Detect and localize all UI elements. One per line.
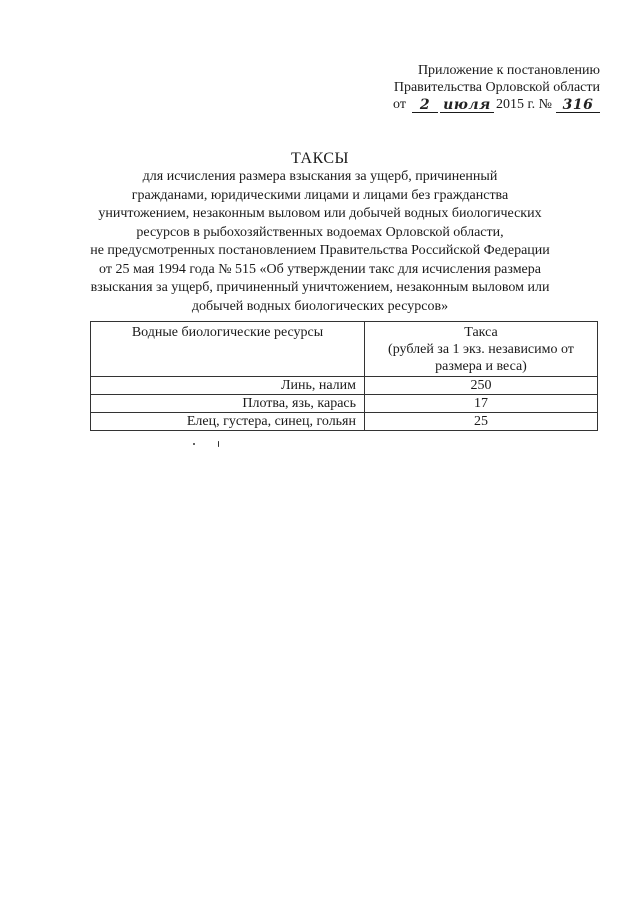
tax-value: 250 bbox=[365, 377, 598, 395]
header-tax bbox=[365, 322, 598, 377]
document-subtitle bbox=[70, 168, 570, 316]
document-title: ТАКСЫ bbox=[291, 150, 349, 167]
table-row bbox=[91, 413, 598, 431]
appendix-date-row bbox=[360, 96, 600, 113]
handwritten-month: июля bbox=[440, 99, 494, 113]
header-tax-line: размера и веса) bbox=[435, 359, 527, 374]
resource-name: Линь, налим bbox=[91, 377, 365, 395]
table-row bbox=[91, 395, 598, 413]
tax-value: 17 bbox=[365, 395, 598, 413]
tax-table bbox=[90, 321, 598, 431]
tax-value: 25 bbox=[365, 413, 598, 431]
subtitle-line: для исчисления размера взыскания за ущерб, причиненный bbox=[142, 169, 498, 184]
subtitle-line: добычей водных биологических ресурсов» bbox=[191, 298, 449, 314]
header-tax-line: Такса bbox=[464, 325, 498, 340]
subtitle-line: уничтожением, незаконным выловом или добычей водных биологических bbox=[98, 206, 542, 221]
subtitle-line: ресурсов в рыбохозяйственных водоемах Орловской области, bbox=[136, 224, 504, 240]
appendix-block bbox=[360, 62, 600, 113]
resource-name: Плотва, язь, карась bbox=[91, 395, 365, 413]
table-row bbox=[91, 377, 598, 395]
header-tax-line: (рублей за 1 экз. независимо от bbox=[388, 342, 574, 357]
header-resources: Водные биологические ресурсы bbox=[91, 322, 365, 377]
resource-name: Елец, густера, синец, гольян bbox=[91, 413, 365, 431]
scan-speck bbox=[193, 443, 195, 445]
appendix-line-1: Приложение к постановлению bbox=[417, 63, 600, 78]
appendix-line-2: Правительства Орловской области bbox=[393, 80, 600, 95]
subtitle-line: не предусмотренных постановлением Правительства Российской Федерации bbox=[90, 243, 550, 258]
handwritten-number: 316 bbox=[556, 99, 600, 113]
subtitle-line: взыскания за ущерб, причиненный уничтожением, незаконным выловом или bbox=[90, 280, 550, 295]
subtitle-line: от 25 мая 1994 года № 515 «Об утверждении такс для исчисления размера bbox=[99, 261, 541, 277]
scan-speck bbox=[218, 441, 219, 447]
subtitle-line: гражданами, юридическими лицами и лицами без гражданства bbox=[131, 187, 509, 203]
date-prefix: от bbox=[393, 97, 406, 112]
year-text: 2015 г. № bbox=[495, 97, 552, 112]
table-header-row bbox=[91, 322, 598, 377]
handwritten-day: 2 bbox=[412, 99, 438, 113]
